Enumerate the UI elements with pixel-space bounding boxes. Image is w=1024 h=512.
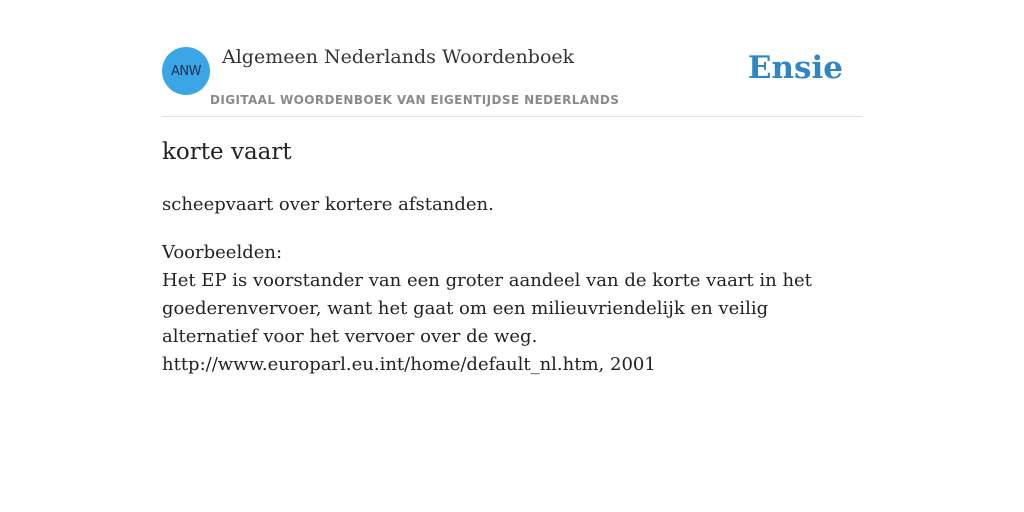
example-source: http://www.europarl.eu.int/home/default_nl.htm, 2001: [162, 354, 656, 375]
example-text: Het EP is voorstander van een groter aandeel van de korte vaart in het goederenvervoer, want het gaat om een milieuvriendelijk en veilig alternatief voor het vervoer over de weg.: [162, 270, 812, 347]
entry-term: korte vaart: [162, 139, 292, 165]
entry-definition: scheepvaart over kortere afstanden.: [162, 194, 494, 215]
ensie-brand-link[interactable]: Ensie: [747, 50, 843, 86]
site-header: [162, 0, 862, 117]
logo-text: ANW: [171, 63, 201, 79]
examples-section: [162, 239, 862, 379]
examples-label: Voorbeelden:: [162, 242, 283, 263]
site-title[interactable]: Algemeen Nederlands Woordenboek: [222, 46, 575, 68]
entry-card: [162, 0, 862, 512]
site-subtitle: DIGITAAL WOORDENBOEK VAN EIGENTIJDSE NEDERLANDS: [210, 93, 620, 107]
anw-logo[interactable]: [162, 47, 210, 95]
